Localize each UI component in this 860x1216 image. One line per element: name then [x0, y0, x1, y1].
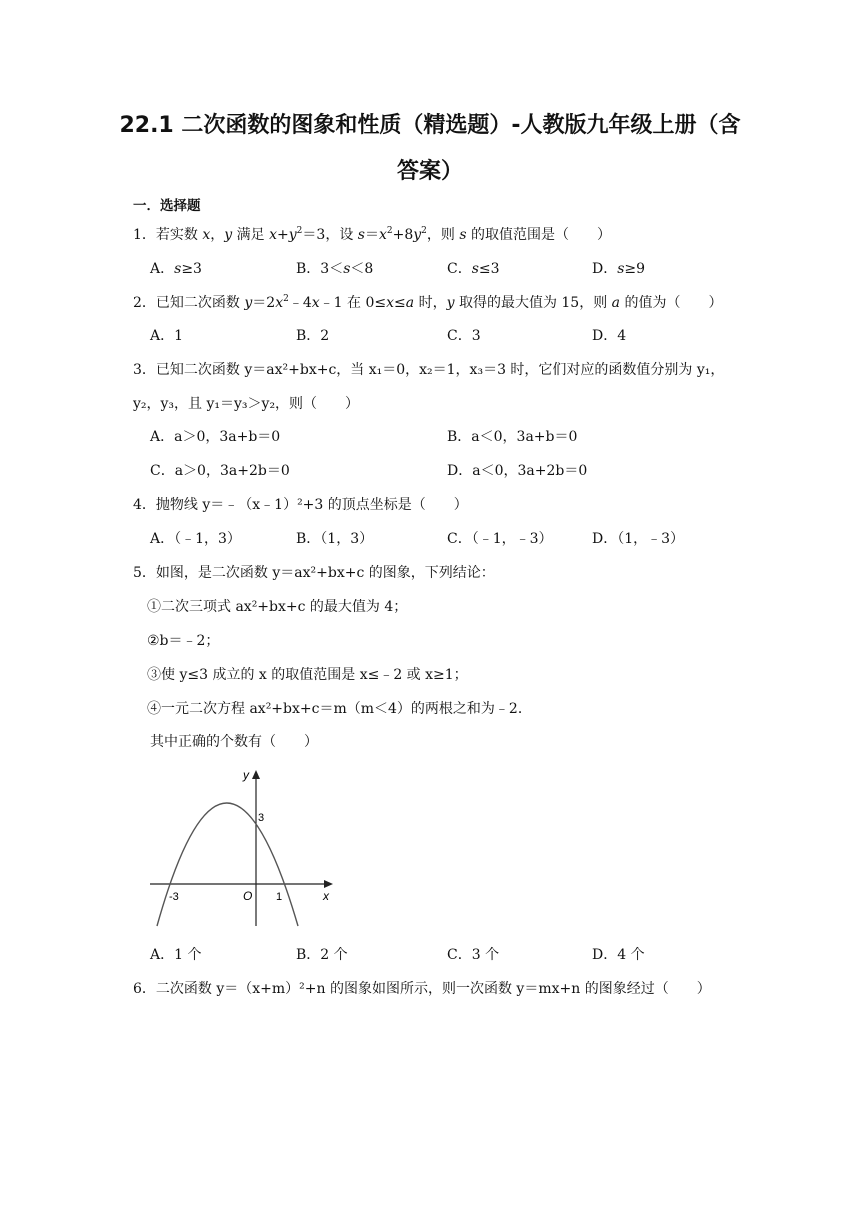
parabola-curve: [157, 803, 298, 926]
question-6-stem: 6．二次函数 y＝（x+m）²+n 的图象如图所示，则一次函数 y＝mx+n 的图象经过（ ）: [133, 981, 711, 997]
tick-label-neg3: -3: [169, 891, 179, 903]
question-4-option-c: C．（﹣1，﹣3）: [447, 531, 553, 547]
question-3-stem-line2: y₂，y₃，且 y₁＝y₃＞y₂，则（ ）: [133, 396, 360, 412]
question-5-statement-3: ③使 y≤3 成立的 x 的取值范围是 x≤﹣2 或 x≥1；: [147, 667, 468, 683]
question-2-option-d: D．4: [592, 328, 627, 344]
parabola-graph: [145, 760, 340, 930]
tick-label-3: 3: [258, 812, 265, 824]
document-title-line2: 答案）: [396, 159, 463, 184]
origin-label: O: [243, 889, 253, 903]
x-axis-label: x: [323, 889, 329, 903]
question-5-statement-1: ①二次三项式 ax²+bx+c 的最大值为 4；: [147, 599, 408, 615]
question-1-option-c: C．s≤3: [447, 261, 500, 277]
tick-label-1: 1: [276, 891, 283, 903]
question-4-option-a: A．（﹣1，3）: [150, 531, 241, 547]
y-axis-label: y: [243, 768, 249, 782]
question-5-option-b: B．2 个: [296, 947, 348, 963]
question-5-option-c: C．3 个: [447, 947, 500, 963]
question-3-option-d: D．a＜0，3a+2b＝0: [447, 463, 588, 479]
question-5-statement-2: ②b＝﹣2；: [147, 633, 220, 649]
question-1-stem: 1．若实数 x，y 满足 $x+y^2=3$，设 $s=x^2+8y^2$，则 s 的取值范围是（ ）: [133, 226, 611, 243]
document-title-line1: 22.1 二次函数的图象和性质（精选题）-人教版九年级上册（含: [119, 113, 741, 138]
question-4-stem: 4．抛物线 y＝﹣（x﹣1）²+3 的顶点坐标是（ ）: [133, 497, 468, 513]
question-5-statement-4: ④一元二次方程 ax²+bx+c＝m（m＜4）的两根之和为﹣2．: [147, 701, 532, 717]
question-3-stem-line1: 3．已知二次函数 y＝ax²+bx+c，当 x₁＝0，x₂＝1，x₃＝3 时，它们对应的函数值分别为 y₁，: [133, 362, 725, 378]
question-2-stem: 2．已知二次函数 $y=2x^2﹣4x﹣1$ 在 0≤x≤a 时，y 取得的最大值为 15，则 a 的值为（ ）: [133, 294, 723, 311]
question-5-stem: 5．如图，是二次函数 y＝ax²+bx+c 的图象，下列结论：: [133, 565, 495, 581]
question-5-ask: 其中正确的个数有（ ）: [150, 734, 318, 750]
x-axis-arrow: [324, 880, 333, 888]
question-1-option-b: B．3＜s＜8: [296, 261, 374, 277]
question-3-option-a: A．a＞0，3a+b＝0: [150, 429, 281, 445]
question-3-option-c: C．a＞0，3a+2b＝0: [150, 463, 290, 479]
question-2-option-c: C．3: [447, 328, 481, 344]
question-2-option-b: B．2: [296, 328, 330, 344]
y-axis-arrow: [252, 770, 260, 779]
question-5-option-a: A．1 个: [150, 947, 202, 963]
question-4-option-d: D．（1，﹣3）: [592, 531, 685, 547]
question-2-option-a: A．1: [150, 328, 184, 344]
section-heading: 一．选择题: [133, 198, 201, 214]
question-1-option-d: D．s≥9: [592, 261, 646, 277]
question-4-option-b: B．（1，3）: [296, 531, 374, 547]
question-5-option-d: D．4 个: [592, 947, 645, 963]
question-3-option-b: B．a＜0，3a+b＝0: [447, 429, 578, 445]
question-1-option-a: A．s≥3: [150, 261, 202, 277]
